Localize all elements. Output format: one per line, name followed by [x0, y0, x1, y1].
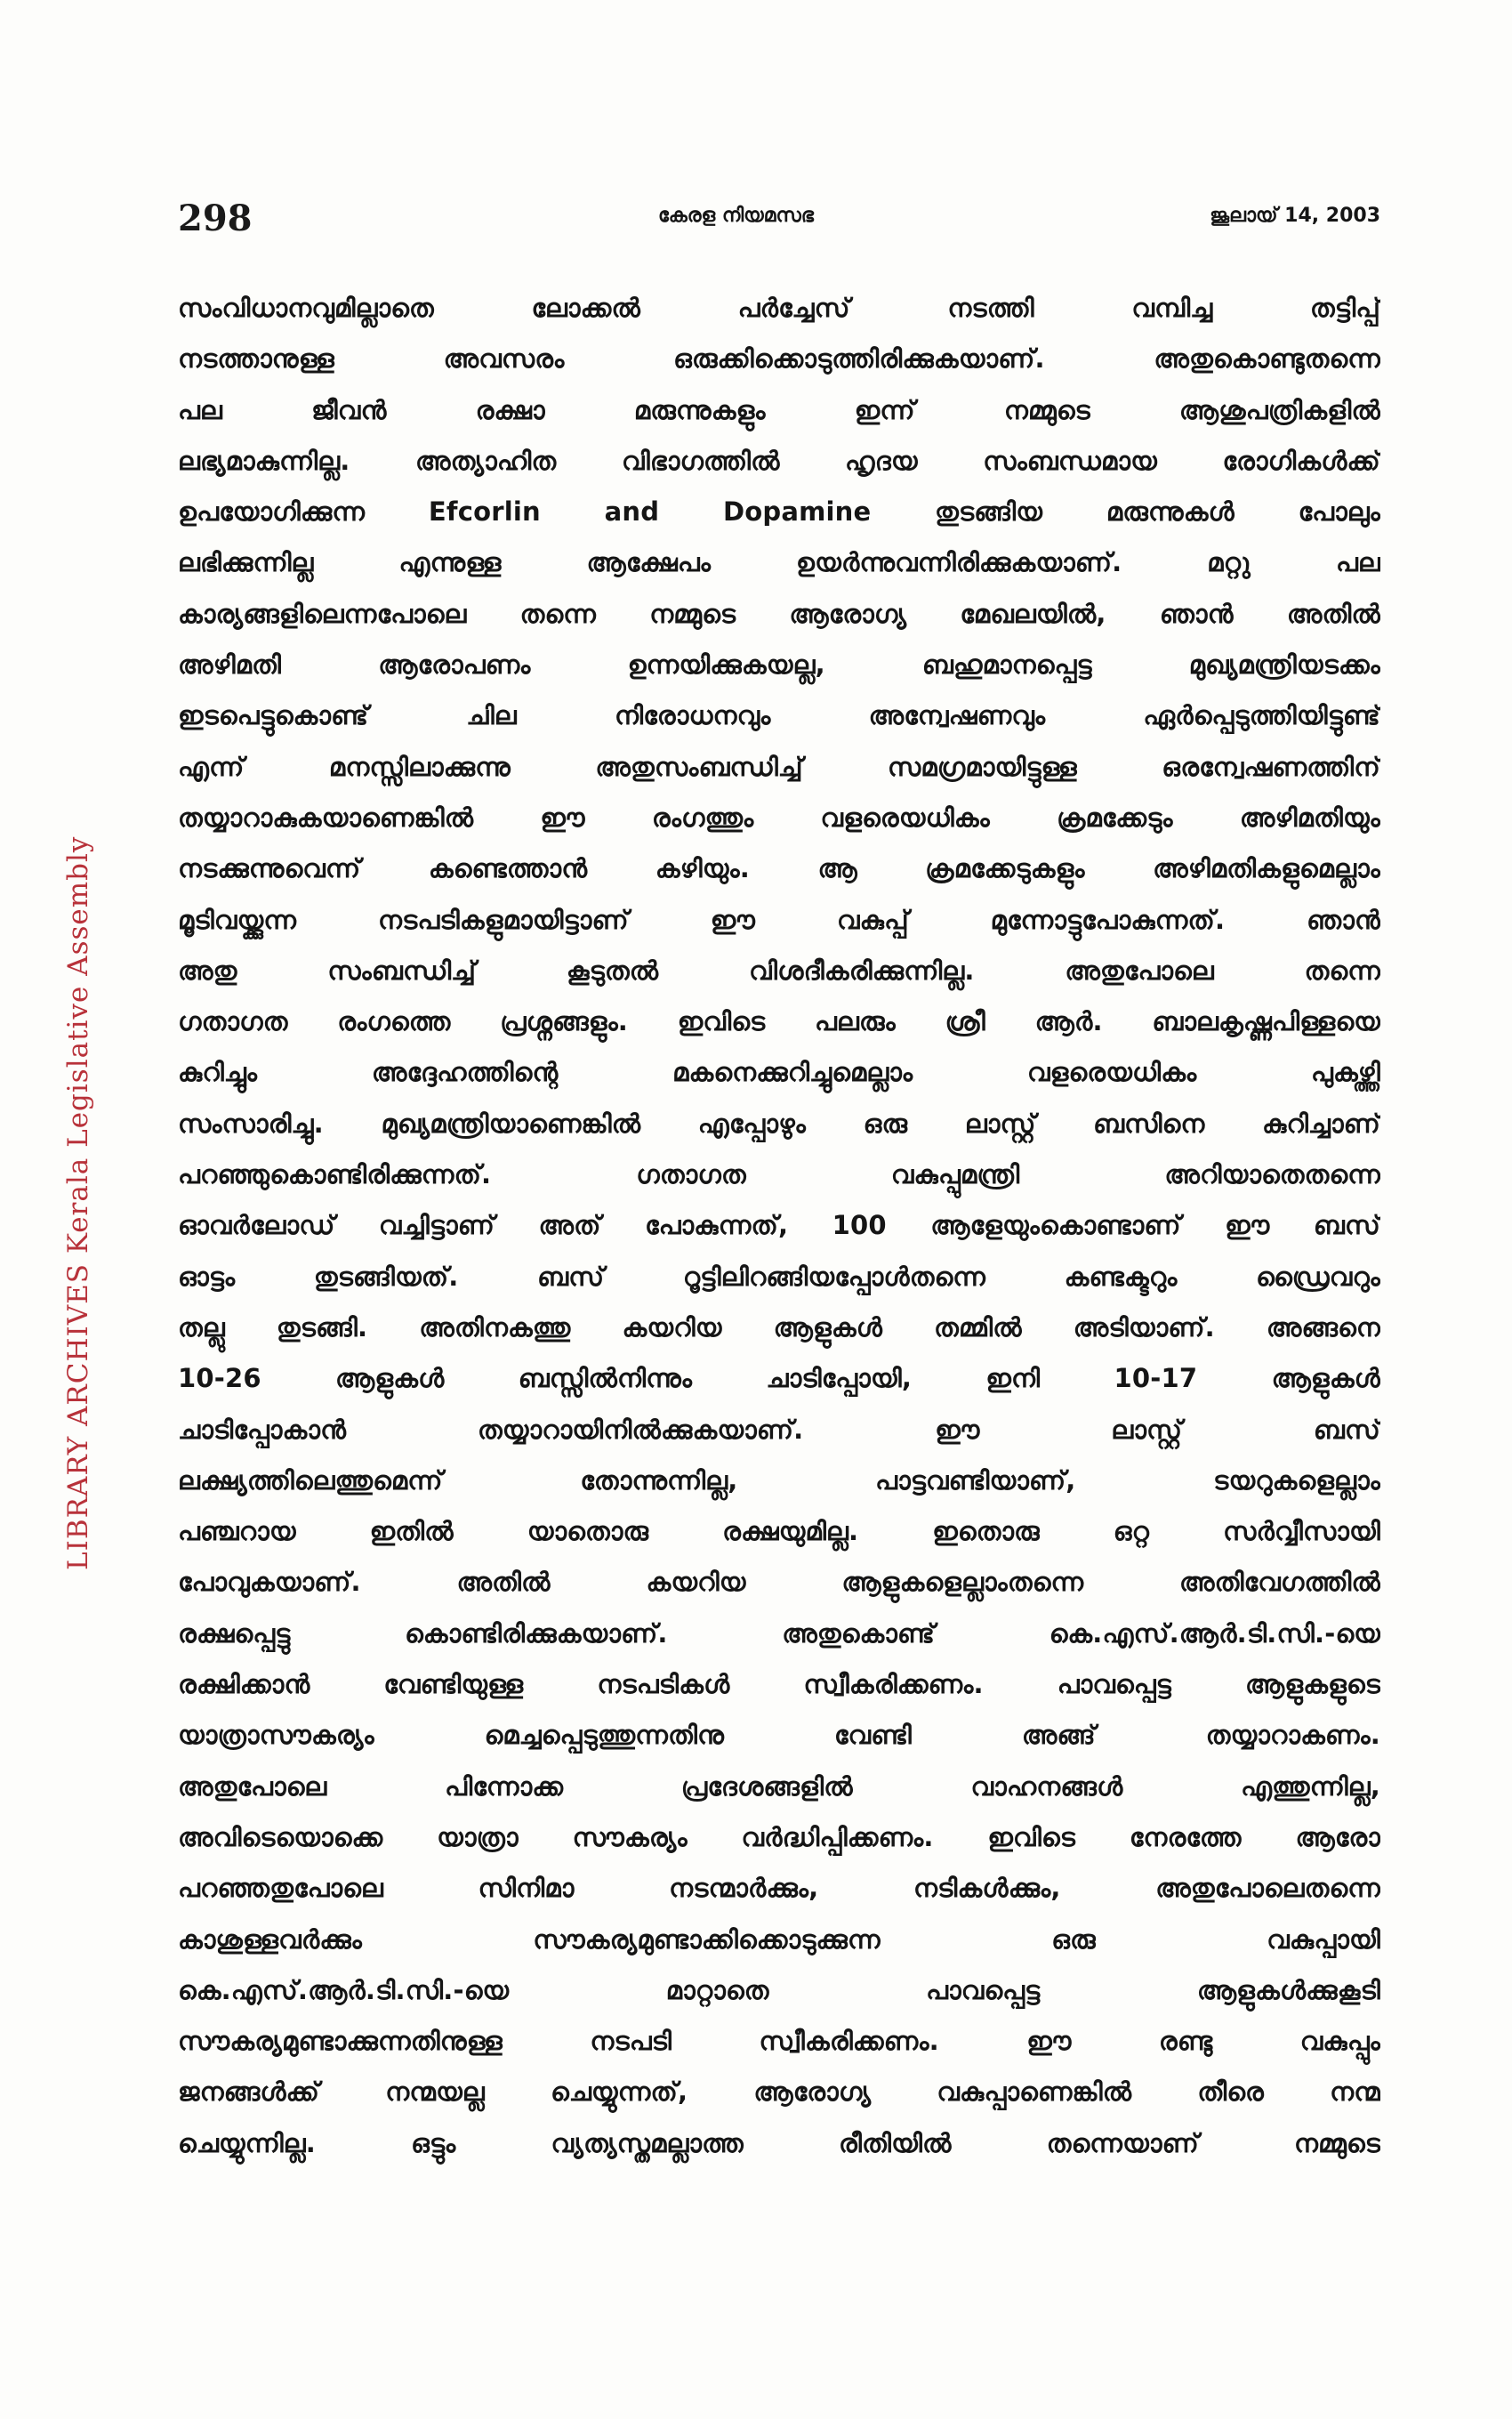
text-line: കെ.എസ്.ആർ.ടി.സി.-യെ മാറ്റാതെ പാവപ്പെട്ട ആളുകൾക്കുകൂടി — [178, 1974, 1380, 2005]
running-title: കേരള നിയമസഭ — [658, 205, 814, 227]
text-line: നടത്താനുള്ള അവസരം ഒരുക്കിക്കൊടുത്തിരിക്കുകയാണ്. അതുകൊണ്ടുതന്നെ — [178, 343, 1380, 375]
text-line: ജനങ്ങൾക്ക് നന്മയല്ല ചെയ്യുന്നത്, ആരോഗ്യ വകുപ്പാണെങ്കിൽ തീരെ നന്മ — [178, 2076, 1380, 2108]
text-line: അവിടെയൊക്കെ യാത്രാ സൗകര്യം വർദ്ധിപ്പിക്കണം. ഇവിടെ നേരത്തേ ആരോ — [178, 1821, 1380, 1852]
text-line: ഓവർലോഡ് വച്ചിട്ടാണ് അത് പോകുന്നത്, 100 ആളേയുംകൊണ്ടാണ് ഈ ബസ് — [178, 1210, 1380, 1241]
text-line: ലക്ഷ്യത്തിലെത്തുമെന്ന് തോന്നുന്നില്ല, പാട്ടവണ്ടിയാണ്, ടയറുകളെല്ലാം — [178, 1464, 1380, 1496]
text-line: രക്ഷിക്കാൻ വേണ്ടിയുള്ള നടപടികൾ സ്വീകരിക്കണം. പാവപ്പെട്ട ആളുകളുടെ — [178, 1669, 1380, 1700]
text-line: പല ജീവൻ രക്ഷാ മരുന്നുകളും ഇന്ന് നമ്മുടെ ആശുപത്രികളിൽ — [178, 394, 1380, 425]
text-line: പഞ്ചറായ ഇതിൽ യാതൊരു രക്ഷയുമില്ല. ഇതൊരു ഒറ്റ സർവ്വീസായി — [178, 1516, 1380, 1547]
archive-stamp-text: LIBRARY ARCHIVES Kerala Legislative Assembly — [62, 835, 94, 1570]
text-line: കുറിച്ചും അദ്ദേഹത്തിന്റെ മകനെക്കുറിച്ചുമെല്ലാം വളരെയധികം പുകഴ്ത്തി — [178, 1057, 1380, 1088]
text-line: രക്ഷപ്പെട്ടു കൊണ്ടിരിക്കുകയാണ്. അതുകൊണ്ട് കെ.എസ്.ആർ.ടി.സി.-യെ — [178, 1617, 1380, 1649]
text-line: തല്ലു തുടങ്ങി. അതിനകത്തു കയറിയ ആളുകൾ തമ്മിൽ അടിയാണ്. അങ്ങനെ — [178, 1311, 1380, 1343]
text-line: ചാടിപ്പോകാൻ തയ്യാറായിനിൽക്കുകയാണ്. ഈ ലാസ്റ്റ് ബസ് — [178, 1414, 1380, 1445]
body-text — [178, 283, 1380, 2169]
text-line: ഉപയോഗിക്കുന്ന Efcorlin and Dopamine തുടങ്ങിയ മരുന്നുകൾ പോലും — [178, 496, 1380, 528]
page-number: 298 — [178, 198, 253, 239]
text-line: പറഞ്ഞുകൊണ്ടിരിക്കുന്നത്. ഗതാഗത വകുപ്പുമന്ത്രി അറിയാതെതന്നെ — [178, 1159, 1380, 1190]
text-line: കാര്യങ്ങളിലെന്നപോലെ തന്നെ നമ്മുടെ ആരോഗ്യ മേഖലയിൽ, ഞാൻ അതിൽ — [178, 598, 1380, 629]
text-line: സൗകര്യമുണ്ടാക്കുന്നതിനുള്ള നടപടി സ്വീകരിക്കണം. ഈ രണ്ടു വകുപ്പും — [178, 2026, 1380, 2057]
text-line: കാശുള്ളവർക്കും സൗകര്യമുണ്ടാക്കിക്കൊടുക്കുന്ന ഒരു വകുപ്പായി — [178, 1923, 1380, 1955]
page-header — [178, 198, 1380, 251]
text-line: അഴിമതി ആരോപണം ഉന്നയിക്കുകയല്ല, ബഹുമാനപ്പെട്ട മുഖ്യമന്ത്രിയടക്കം — [178, 649, 1380, 681]
text-line: പോവുകയാണ്. അതിൽ കയറിയ ആളുകളെല്ലാംതന്നെ അതിവേഗത്തിൽ — [178, 1567, 1380, 1598]
header-date: ജൂലായ് 14, 2003 — [1210, 205, 1380, 227]
text-line: അതുപോലെ പിന്നോക്ക പ്രദേശങ്ങളിൽ വാഹനങ്ങൾ എത്തുന്നില്ല, — [178, 1770, 1380, 1802]
text-line: ഇടപെട്ടുകൊണ്ട് ചില നിരോധനവും അന്വേഷണവും ഏർപ്പെടുത്തിയിട്ടുണ്ട് — [178, 700, 1380, 731]
text-line: അതു സംബന്ധിച്ച് കൂടുതൽ വിശദീകരിക്കുന്നില്ല. അതുപോലെ തന്നെ — [178, 955, 1380, 986]
text-line: ചെയ്യുന്നില്ല. ഒട്ടും വ്യത്യസ്തമല്ലാത്ത രീതിയിൽ തന്നെയാണ് നമ്മുടെ — [178, 2127, 1380, 2158]
text-line: ഓട്ടം തുടങ്ങിയത്. ബസ് റൂട്ടിലിറങ്ങിയപ്പോൾതന്നെ കണ്ടക്ടറും ഡ്രൈവറും — [178, 1261, 1380, 1292]
text-line: 10-26 ആളുകൾ ബസ്സിൽനിന്നും ചാടിപ്പോയി, ഇനി 10-17 ആളുകൾ — [178, 1363, 1380, 1394]
text-line: സംവിധാനവുമില്ലാതെ ലോക്കൽ പർച്ചേസ് നടത്തി വമ്പിച്ച തട്ടിപ്പ് — [178, 293, 1380, 323]
text-line: ലഭിക്കുന്നില്ല എന്നുള്ള ആക്ഷേപം ഉയർന്നുവന്നിരിക്കുകയാണ്. മറ്റു പല — [178, 547, 1380, 578]
text-line: തയ്യാറാകുകയാണെങ്കിൽ ഈ രംഗത്തും വളരെയധികം ക്രമക്കേടും അഴിമതിയും — [178, 802, 1380, 833]
text-line: മൂടിവയ്ക്കുന്ന നടപടികളുമായിട്ടാണ് ഈ വകുപ്പ് മുന്നോട്ടുപോകുന്നത്. ഞാൻ — [178, 904, 1380, 935]
text-line: സംസാരിച്ചു. മുഖ്യമന്ത്രിയാണെങ്കിൽ എപ്പോഴും ഒരു ലാസ്റ്റ് ബസിനെ കുറിച്ചാണ് — [178, 1108, 1380, 1139]
text-line: ലഭ്യമാകുന്നില്ല. അത്യാഹിത വിഭാഗത്തിൽ ഹൃദയ സംബന്ധമായ രോഗികൾക്ക് — [178, 445, 1380, 476]
text-line: യാത്രാസൗകര്യം മെച്ചപ്പെടുത്തുന്നതിനു വേണ്ടി അങ്ങ് തയ്യാറാകണം. — [178, 1720, 1380, 1751]
text-line: എന്ന് മനസ്സിലാക്കുന്നു അതുസംബന്ധിച്ച് സമഗ്രമായിട്ടുള്ള ഒരന്വേഷണത്തിന് — [178, 751, 1380, 782]
text-line: നടക്കുന്നുവെന്ന് കണ്ടെത്താൻ കഴിയും. ആ ക്രമക്കേടുകളും അഴിമതികളുമെല്ലാം — [178, 853, 1380, 884]
text-line: പറഞ്ഞതുപോലെ സിനിമാ നടന്മാർക്കും, നടികൾക്കും, അതുപോലെതന്നെ — [178, 1873, 1380, 1904]
text-line: ഗതാഗത രംഗത്തെ പ്രശ്നങ്ങളും. ഇവിടെ പലരും ശ്രീ ആർ. ബാലകൃഷ്ണപിള്ളയെ — [178, 1006, 1380, 1037]
